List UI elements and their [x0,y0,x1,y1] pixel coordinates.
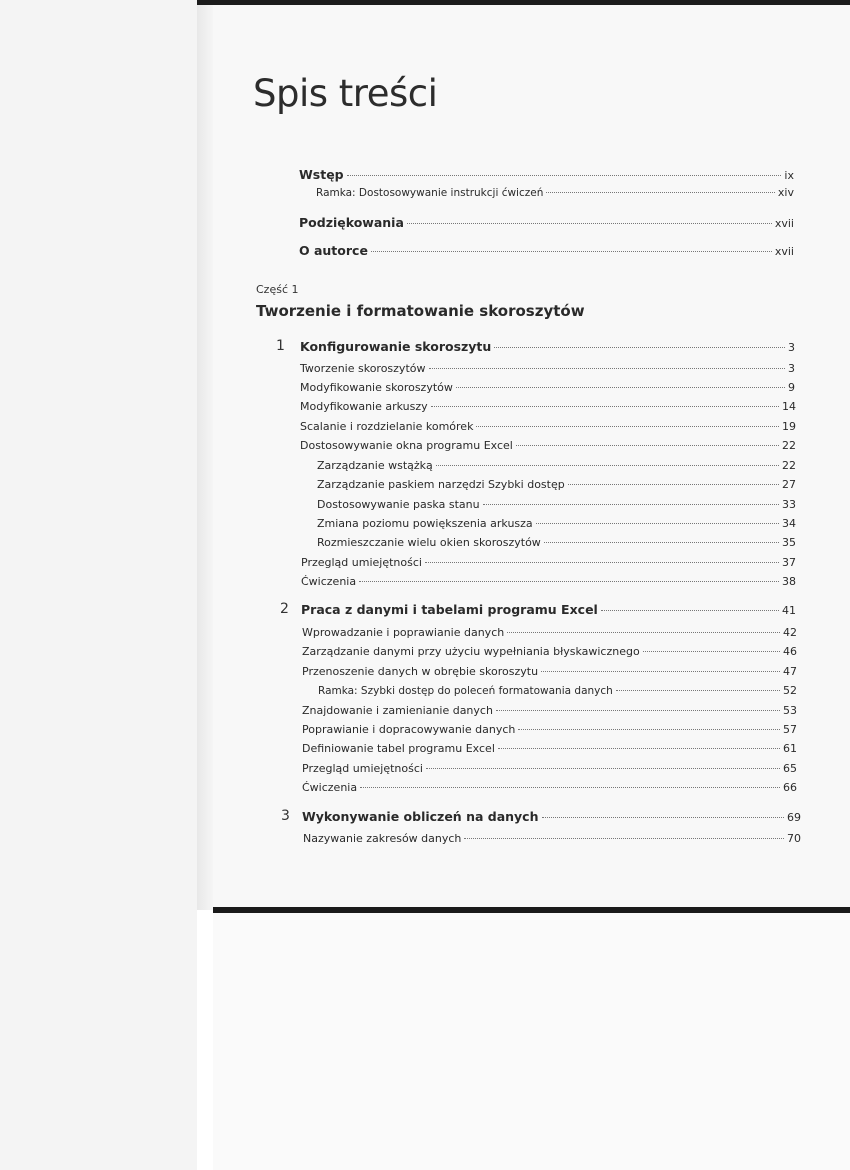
toc-entry-preface [299,167,794,182]
toc-label: Konfigurowanie skoroszytu [300,339,492,354]
toc-label: Zarządzanie wstążką [317,459,433,472]
toc-sidebar-entry [318,684,797,697]
leader-dots [546,192,775,193]
toc-page: 41 [782,604,796,617]
leader-dots [371,251,772,252]
leader-dots [407,223,772,224]
toc-label: Ramka: Dostosowywanie instrukcji ćwiczeń [316,187,544,199]
leader-dots [360,787,780,788]
toc-page: xiv [777,186,794,199]
toc-label: Definiowanie tabel programu Excel [302,742,495,755]
toc-entry [301,575,796,588]
toc-subentry [317,517,796,530]
leader-dots [507,632,780,633]
toc-chapter-3 [302,809,801,824]
toc-label: Wprowadzanie i poprawianie danych [302,626,505,639]
toc-page: 9 [788,381,795,394]
toc-label: Zarządzanie paskiem narzędzi Szybki dostęp [317,478,565,491]
leader-dots [498,748,780,749]
toc-label: Nazywanie zakresów danych [303,832,462,845]
leader-dots [436,465,779,466]
toc-entry [300,362,795,375]
toc-subentry [317,478,796,491]
toc-entry [300,439,796,452]
facing-page-margin [0,0,197,1170]
toc-label: Ćwiczenia [301,575,357,588]
toc-chapter-1 [300,339,795,354]
leader-dots [496,710,780,711]
leader-dots [518,729,780,730]
toc-entry-acknowledgements [299,215,794,230]
toc-label: Zmiana poziomu powiększenia arkusza [317,517,533,530]
leader-dots [643,651,780,652]
toc-label: Podziękowania [299,215,404,230]
leader-dots [359,581,779,582]
toc-label: Znajdowanie i zamienianie danych [302,704,493,717]
toc-label: Poprawianie i dopracowywanie danych [302,723,516,736]
toc-page: 46 [783,645,797,658]
toc-entry-sidebar [316,186,794,199]
toc-page: xvii [774,245,794,258]
toc-label: Wykonywanie obliczeń na danych [302,809,539,824]
leader-dots [431,406,779,407]
leader-dots [347,175,782,176]
leader-dots [476,426,779,427]
leader-dots [464,838,784,839]
leader-dots [536,523,779,524]
toc-subentry [317,536,796,549]
toc-page: ix [784,169,794,182]
toc-label: Ramka: Szybki dostęp do poleceń formatowania danych [318,685,613,697]
toc-label: Wstęp [299,167,344,182]
toc-label: Rozmieszczanie wielu okien skoroszytów [317,536,541,549]
toc-entry [302,665,797,678]
toc-subentry [317,459,796,472]
toc-page: 42 [783,626,797,639]
toc-page: 35 [782,536,796,549]
toc-label: Dostosowywanie paska stanu [317,498,480,511]
page-title: Spis treści [253,72,438,115]
chapter-number: 2 [280,601,289,617]
toc-page: 70 [787,832,801,845]
toc-label: Przegląd umiejętności [302,762,423,775]
toc-page: 37 [782,556,796,569]
toc-label: Modyfikowanie skoroszytów [300,381,453,394]
toc-page: 3 [788,362,795,375]
toc-page: 19 [782,420,796,433]
toc-page: 69 [787,811,801,824]
leader-dots [429,368,786,369]
toc-entry [300,420,796,433]
toc-entry [302,723,797,736]
leader-dots [616,690,780,691]
leader-dots [483,504,779,505]
part-title: Tworzenie i formatowanie skoroszytów [256,302,585,320]
toc-entry-about-author [299,243,794,258]
chapter-number: 3 [281,808,290,824]
toc-page: 66 [783,781,797,794]
toc-entry [303,832,801,845]
toc-label: Ćwiczenia [302,781,358,794]
scanner-background [213,913,850,1170]
leader-dots [494,347,785,348]
toc-page: 22 [782,459,796,472]
toc-label: Przenoszenie danych w obrębie skoroszytu [302,665,539,678]
toc-chapter-2 [301,602,796,617]
toc-page: 38 [782,575,796,588]
toc-label: Przegląd umiejętności [301,556,422,569]
toc-page: 27 [782,478,796,491]
toc-entry [302,704,797,717]
toc-label: O autorce [299,243,368,258]
toc-page: 22 [782,439,796,452]
toc-entry [302,645,797,658]
toc-entry [302,762,797,775]
toc-page: 57 [783,723,797,736]
toc-label: Zarządzanie danymi przy użyciu wypełniania błyskawicznego [302,645,640,658]
toc-entry [300,400,796,413]
toc-label: Modyfikowanie arkuszy [300,400,428,413]
toc-entry [300,381,795,394]
toc-entry [301,556,796,569]
leader-dots [426,768,780,769]
toc-page: xvii [774,217,794,230]
toc-page: 61 [783,742,797,755]
leader-dots [544,542,779,543]
toc-label: Praca z danymi i tabelami programu Excel [301,602,598,617]
toc-page: 53 [783,704,797,717]
toc-entry [302,742,797,755]
toc-page: 33 [782,498,796,511]
toc-entry [302,781,797,794]
leader-dots [542,817,785,818]
toc-page: 14 [782,400,796,413]
toc-label: Scalanie i rozdzielanie komórek [300,420,474,433]
toc-page: 47 [783,665,797,678]
leader-dots [601,610,779,611]
leader-dots [568,484,779,485]
toc-page: 52 [783,684,797,697]
toc-page: 65 [783,762,797,775]
part-label: Część 1 [256,283,299,296]
toc-page: 3 [788,341,795,354]
toc-entry [302,626,797,639]
leader-dots [456,387,785,388]
chapter-number: 1 [276,338,285,354]
toc-page: 34 [782,517,796,530]
toc-label: Dostosowywanie okna programu Excel [300,439,513,452]
leader-dots [541,671,780,672]
leader-dots [516,445,779,446]
toc-label: Tworzenie skoroszytów [300,362,426,375]
leader-dots [425,562,779,563]
toc-subentry [317,498,796,511]
